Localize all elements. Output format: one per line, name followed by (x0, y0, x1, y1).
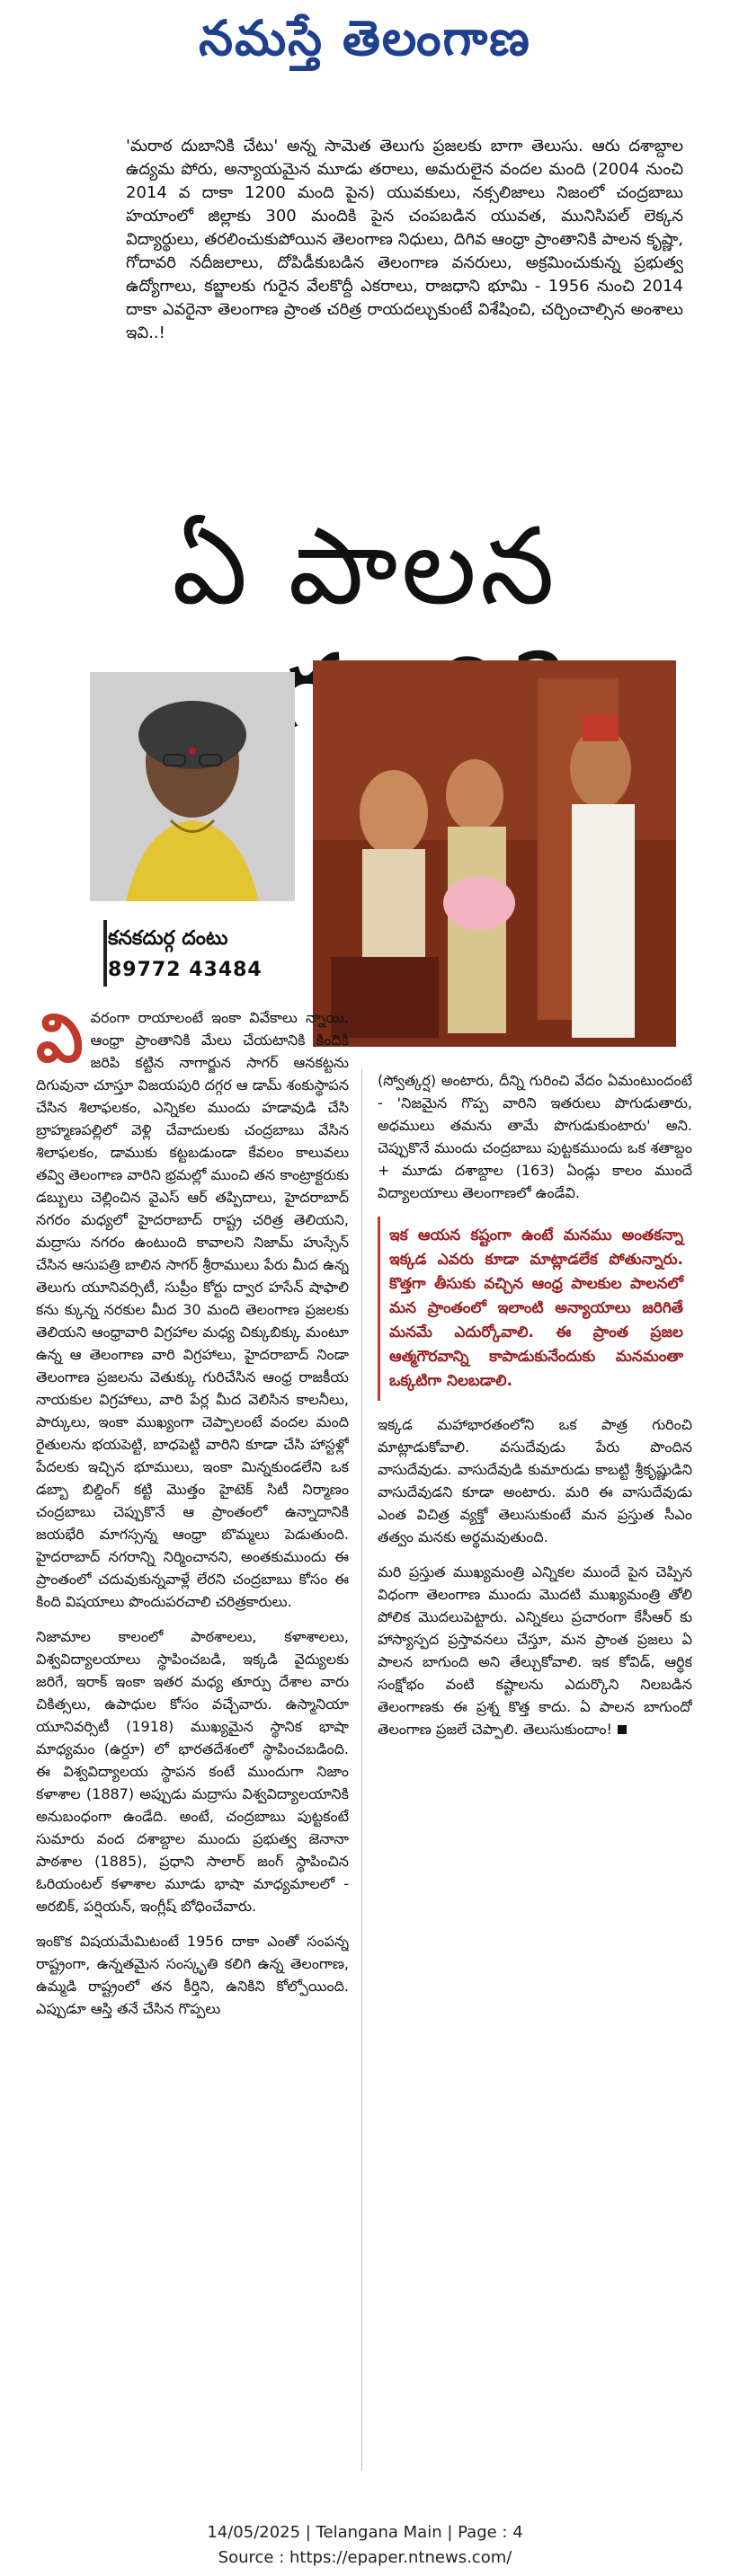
intro-paragraph: 'మరాఠ దుబానికి చేటు' అన్న సామెత తెలుగు ప్రజలకు బాగా తెలుసు. ఆరు దశాబ్దాల ఉద్యమ పోరు, అన్యాయమైన మూడు తరాలు, అమరులైన వందల మంది (2004 నుంచి 2014 వ దాకా 1200 మంది పైన) యువకులు, నక్సలిజాలు నిజంలో చంద్రబాబు హయాంలో జిల్లాకు 300 మందికి పైన చంపబడిన యువత, మునిసిపల్ లెక్కన విద్యార్థులు, తరలించుకుపోయిన తెలంగాణ నిధులు, దిగివ ఆంధ్రా ప్రాంతానికి పాలన కృష్ణా, గోదావరి నదీజలాలు, దోపిడీకుబడిన తెలంగాణ వనరులు, అక్రమించుకున్న ప్రభుత్వ ఉద్యోగాలు, కబ్జాలకు గురైన వేలకొద్దీ ఎకరాలు, రాజధాని భూమి - 1956 నుంచి 2014 దాకా ఎవరైనా తెలంగాణ ప్రాంత చరిత్ర రాయదల్చుకుంటే విశేషించి, చర్చించాల్సిన అంశాలు ఇవి..! (126, 137, 683, 342)
left-paragraph-1: వరంగా రాయాలంటే ఇంకా వివేకాలు న్నాయి. ఆంధ్రా ప్రాంతానికి మేలు చేయటానికి కిందికి జరిపి కట్టిన నాగార్జున సాగర్ ఆనకట్టను దిగువునా చూస్తూ విజయపురి దగ్గర ఆ డామ్ శంకుస్థాపన చేసిన శిలాఫలకం, ఎన్నికల ముందు హడావుడి చేసి బ్రాహ్మణపల్లిలో వెళ్లి చేవాదులకు చంద్రబాబు వేసిన శిలాఫలకం, డాముకు కట్టబడుండా కేవలం కాలువలు తవ్వి తెలంగాణ వారిని భ్రమల్లో ముంచి తన కాంట్రాక్టరుకు డబ్బులు చెల్లించిన వైఎస్ ఆర్ తప్పిదాలు, హైదరాబాద్ నగరం మధ్యలో హైదరాబాద్ రాష్ట్ర చరిత్ర తెలియని, మద్రాసు నగరం ఉంటుంది కావాలని నిజామ్ హుస్సేన్ చేసిన ఆసుపత్రి బాలిన సాగర్ శ్రీరాములు పేరు మీద ఉన్న తెలుగు యూనివర్సిటీ, సుప్రీం కోర్టు ద్వార హసేన్ షాఫాలి కను క్కున్న నరకుల మీద 30 మంది తెలంగాణ ప్రజలకు తెలియని ఆంధ్రావారి విగ్రహాల మధ్య చిక్కుబిక్కు మంటూ ఉన్న ఆ తెలంగాణ వారి విగ్రహాలు, హైదరాబాద్ నిండా తెలంగాణ ప్రజలను వెతుక్కు గురిచేసిన ఆంధ్ర రాజకీయ నాయకుల విగ్రహాలు, వారి పేర్ల మీద వెలిసిన కాలనీలు, పార్కులు, ఇంకా ముఖ్యంగా చెప్పాలంటే వందల మంది రైతులను భయపెట్టి, బాధపెట్టి వారిని కూడా చేసి హాస్టళ్లో పేదలకు ఇచ్చిన భూములు, ఇంకా మిన్నకుండలేని ఒక డబ్బా బిల్డింగ్ కట్టి మొత్తం హైటెక్ సిటీ నిర్మాణం చంద్రబాబు చెప్పుకొనే ఆ ప్రాంతంలో ఉన్నాదానికి జయభేరి మాగస్సన్న ఆంధ్రా బొమ్మలు పెడుతుంది. హైదరాబాద్ నగరాన్ని నిర్మించానని, అంతకుముందు ఈ ప్రాంతంలో చదువుకున్నవాళ్లే లేరని చంద్రబాబు కోసం ఈ కింది విషయాలు పొందుపరచాలి చరిత్రకారులు. (36, 1009, 349, 1610)
article-column-right (378, 1069, 692, 2480)
author-photo (90, 672, 295, 901)
right-paragraph-3: మరి ప్రస్తుత ముఖ్యమంత్రి ఎన్నికల ముందే పైన చెప్పిన విధంగా తెలంగాణ ముందు మొదటి ముఖ్యమంత్రి తోలి పోలిక మొదలుపెట్టారు. ఎన్నికలు ప్రచారంగా కేసీఆర్ కు హాస్యాస్పద ప్రస్తావనలు చేస్తూ, మన ప్రాంత ప్రజలు ఏ పాలన బాగుంది అని తేల్చుకోవాలి. ఇక కోవిడ్, ఆర్థిక సంక్షోభం వంటి కష్టాలను ఎదుర్కొని నిలబడిన తెలంగాణకు ఈ ప్రశ్న కొత్త కాదు. ఏ పాలన బాగుందో తెలంగాణ ప్రజలే చెప్పాలి. తెలుసుకుందాం! (378, 1563, 692, 1738)
footer-source-link[interactable]: Source : https://epaper.ntnews.com/ (218, 2548, 512, 2567)
right-paragraph-2: ఇక్కడ మహాభారతంలోని ఒక పాత్ర గురించి మాట్లాడుకోవాలి. వసుదేవుడు పేరు పొందిన వాసుదేవుడు. వాసుదేవుడి కుమారుడు కాబట్టి శ్రీకృష్ణుడిని వాసుదేవుడని కూడా అంటారు. మరి ఈ వాసుదేవుడు ఎంత విచిత్ర వ్యక్తో తెలుసుకుంటే మన ప్రస్తుత సీఎం తత్వం మనకు అర్థమవుతుంది. (378, 1416, 692, 1545)
left-paragraph-3: ఇంకొక విషయమేమిటంటే 1956 దాకా ఎంతో సంపన్న రాష్ట్రంగా, ఉన్నతమైన సంస్కృతి కలిగి ఉన్న తెలంగాణ, ఉమ్మడి రాష్ట్రంలో తన కీర్తిని, ఉనికిని కోల్పోయింది. ఎప్పుడూ ఆస్తి తనే చేసిన గొప్పలు (36, 1933, 349, 2017)
author-name: కనకదుర్గ దంటు (108, 927, 228, 950)
mythological-painting (313, 660, 676, 1047)
newspaper-masthead: నమస్తే తెలంగాణ (199, 10, 531, 66)
left-paragraph-2: నిజామాల కాలంలో పాఠశాలలు, కళాశాలలు, విశ్వవిద్యాలయాలు స్థాపించబడి, ఇక్కడి వైద్యులకు జరిగే, ఇరాక్ ఇంకా ఇతర మధ్య తూర్పు దేశాల వారు చికిత్సలు, ఉపాధుల కోసం వచ్చేవారు. ఉస్మానియా యూనివర్సిటీ (1918) ముఖ్యమైన స్థానిక భాషా మాధ్యమం (ఉర్దూ) లో భారతదేశంలో స్థాపించబడింది. ఈ విశ్వవిద్యాలయ స్థాపన కంటే ముందుగా నిజాం కళాశాల (1887) అప్పుడు మద్రాసు విశ్వవిద్యాలయానికి అనుబంధంగా ఉండేది. అంటే, చంద్రబాబు పుట్టకంటే సుమారు వంద దశాబ్దాల ముందు ప్రభుత్వ జెనానా పాఠశాల (1885), ప్రధాని సాలార్ జంగ్ స్థాపించిన ఓరియంటల్ కళాశాల మూడు భాషా మాధ్యమాలలో - అరబిక్, పర్షియన్, ఇంగ్లీష్ బోధించేవారు. (36, 1628, 349, 1915)
article-headline: ఏ పాలన (172, 504, 558, 628)
pull-quote: ఇక ఆయన కష్టంగా ఉంటే మనము అంతకన్నా ఇక్కడ ఎవరు కూడా మాట్లాడలేక పోతున్నారు. కొత్తగా తీసుకు వచ్చిన ఆంధ్ర పాలకుల పాలనలో మన ప్రాంతంలో ఇలాంటి అన్యాయాలు జరిగితే మనమే ఎదుర్కోవాలి. ఈ ప్రాంత ప్రజల ఆత్మగౌరవాన్ని కాపాడుకునేందుకు మనమంతా ఒక్కటిగా నిలబడాలి. (378, 1217, 692, 1401)
byline-divider (103, 920, 107, 987)
drop-cap: వి (36, 1006, 84, 1077)
footer-date-page: 14/05/2025 | Telangana Main | Page : 4 (207, 2523, 523, 2542)
article-column-left (36, 1006, 349, 2480)
column-divider (361, 1069, 362, 2471)
page-footer (0, 2520, 730, 2574)
article-end-mark (618, 1725, 627, 1734)
author-phone: 89772 43484 (108, 959, 263, 981)
right-paragraph-1: (స్వోత్కర్ష) అంటారు, దీన్ని గురించి వేదం ఏమంటుందంటే - 'నిజమైన గొప్ప వారిని ఇతరులు పొగుడుతారు, అధములు తమను తామే పొగుడుకుంటారు' అని. చెప్పుకొనే ముందు చంద్రబాబు పుట్టకముందు ఒక శతాబ్దం + మూడు దశాబ్దాల (163) ఏండ్లు కాలం ముందే విద్యాలయాలు తెలంగాణలో ఉండేవి. (378, 1072, 692, 1201)
